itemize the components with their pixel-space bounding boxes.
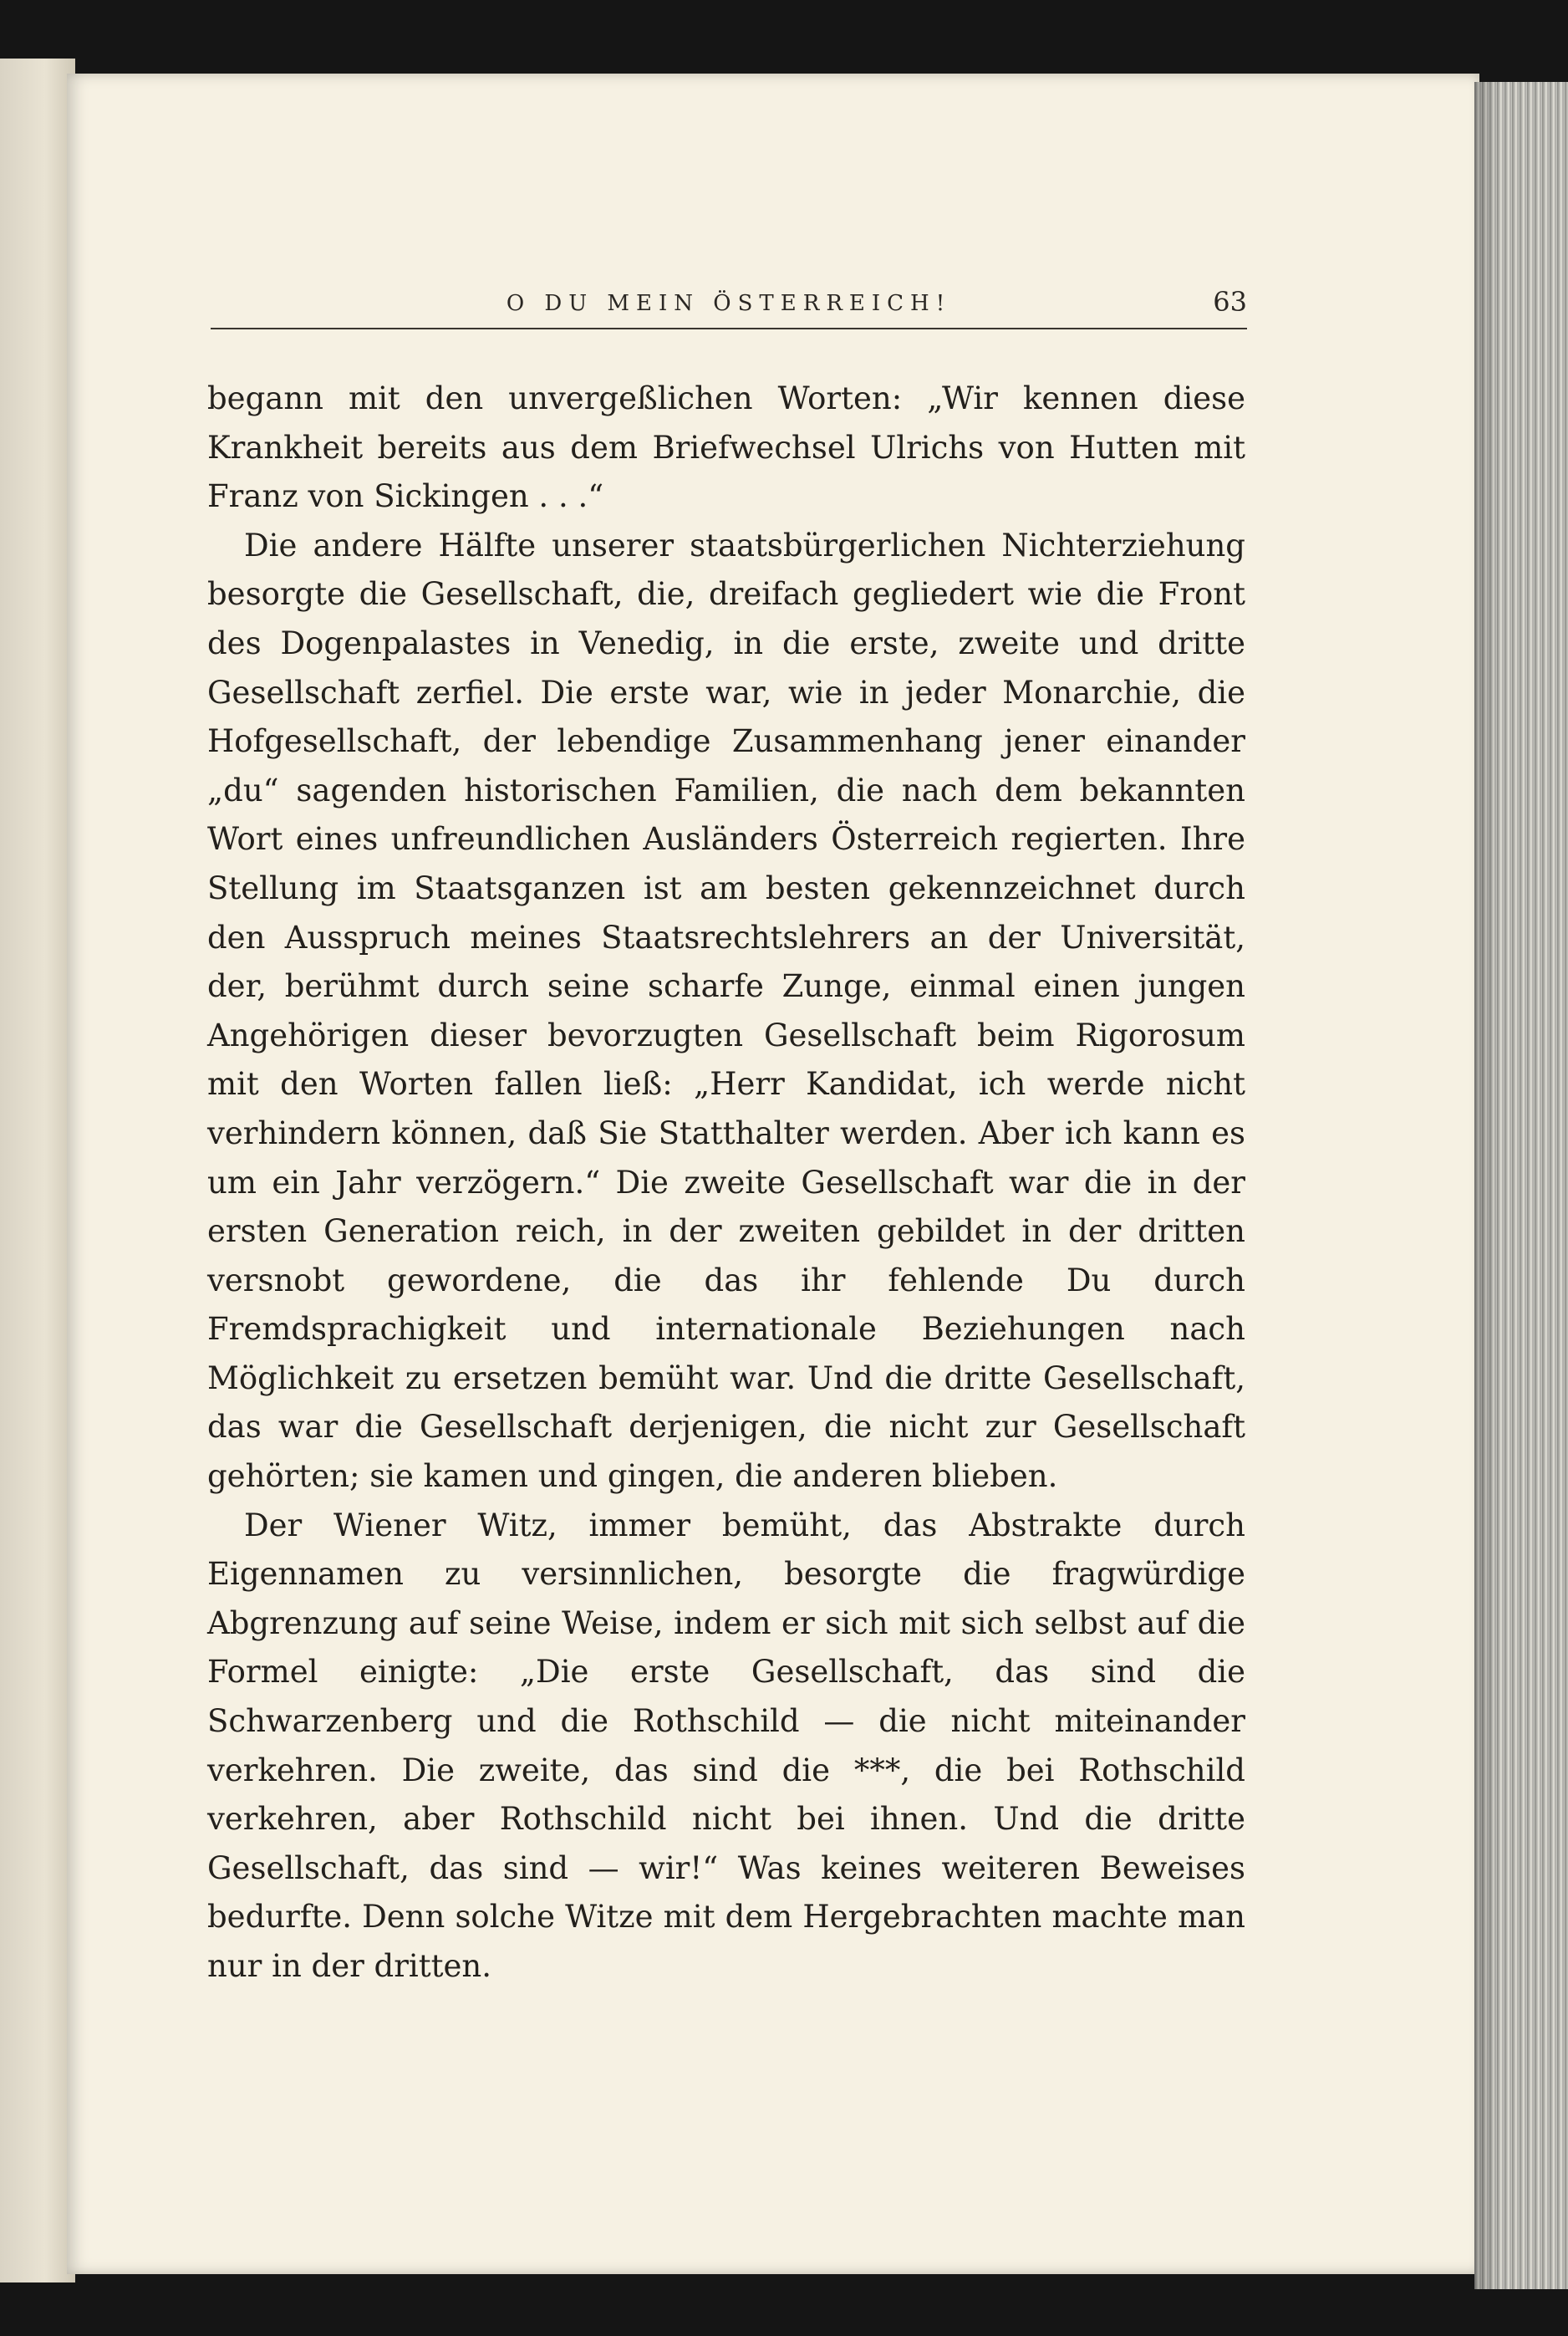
- running-head: [211, 284, 1247, 329]
- paragraph-continuation: begann mit den unvergeßlichen Worten: „Wir kennen diese Krankheit bereits aus dem Briefwechsel Ulrichs von Hutten mit Franz von Sickingen . . .“: [207, 380, 1245, 515]
- page-number: 63: [1213, 286, 1247, 318]
- paragraph-society: Die andere Hälfte unserer staatsbürgerlichen Nichterziehung besorgte die Gesellschaft, die, dreifach gegliedert wie die Front des Dogenpalastes in Venedig, in die erste, zweite und dritte Gesellschaft zerfiel. Die erste war, wie in jeder Monarchie, die Hofgesellschaft, der lebendige Zusammenhang jener einander „du“ sagenden historischen Familien, die nach dem bekannten Wort eines unfreundlichen Ausländers Österreich regierten. Ihre Stellung im Staatsganzen ist am besten gekennzeichnet durch den Ausspruch meines Staatsrechtslehrers an der Universität, der, berühmt durch seine scharfe Zunge, einmal einen jungen Angehörigen dieser bevorzugten Gesellschaft beim Rigorosum mit den Worten fallen ließ: „Herr Kandidat, ich werde nicht verhindern können, daß Sie Statthalter werden. Aber ich kann es um ein Jahr verzögern.“ Die zweite Gesellschaft war die in der ersten Generation reich, in der zweiten gebildet in der dritten versnobt gewordene, die das ihr fehlende Du durch Fremdsprachigkeit und internationale Beziehungen nach Möglichkeit zu ersetzen bemüht war. Und die dritte Gesellschaft, das war die Gesellschaft derjenigen, die nicht zur Gesellschaft gehörten; sie kamen und gingen, die anderen blieben.: [207, 527, 1245, 1495]
- body-text: [207, 375, 1245, 1992]
- running-head-title: O DU MEIN ÖSTERREICH!: [506, 291, 952, 316]
- paragraph-viennese-wit: Der Wiener Witz, immer bemüht, das Abstrakte durch Eigennamen zu versinnlichen, besorgte die fragwürdige Abgrenzung auf seine Weise, indem er sich mit sich selbst auf die Formel einigte: „Die erste Gesellschaft, das sind die Schwarzenberg und die Rothschild — die nicht miteinander verkehren. Die zweite, das sind die ***, die bei Rothschild verkehren, aber Rothschild nicht bei ihnen. Und die dritte Gesellschaft, das sind — wir!“ Was keines weiteren Beweises bedurfte. Denn solche Witze mit dem Hergebrachten machte man nur in der dritten.: [207, 1507, 1245, 1984]
- page-stack-shadow: [1474, 82, 1499, 2289]
- left-page-edge: [0, 59, 75, 2282]
- header-rule: [211, 328, 1247, 329]
